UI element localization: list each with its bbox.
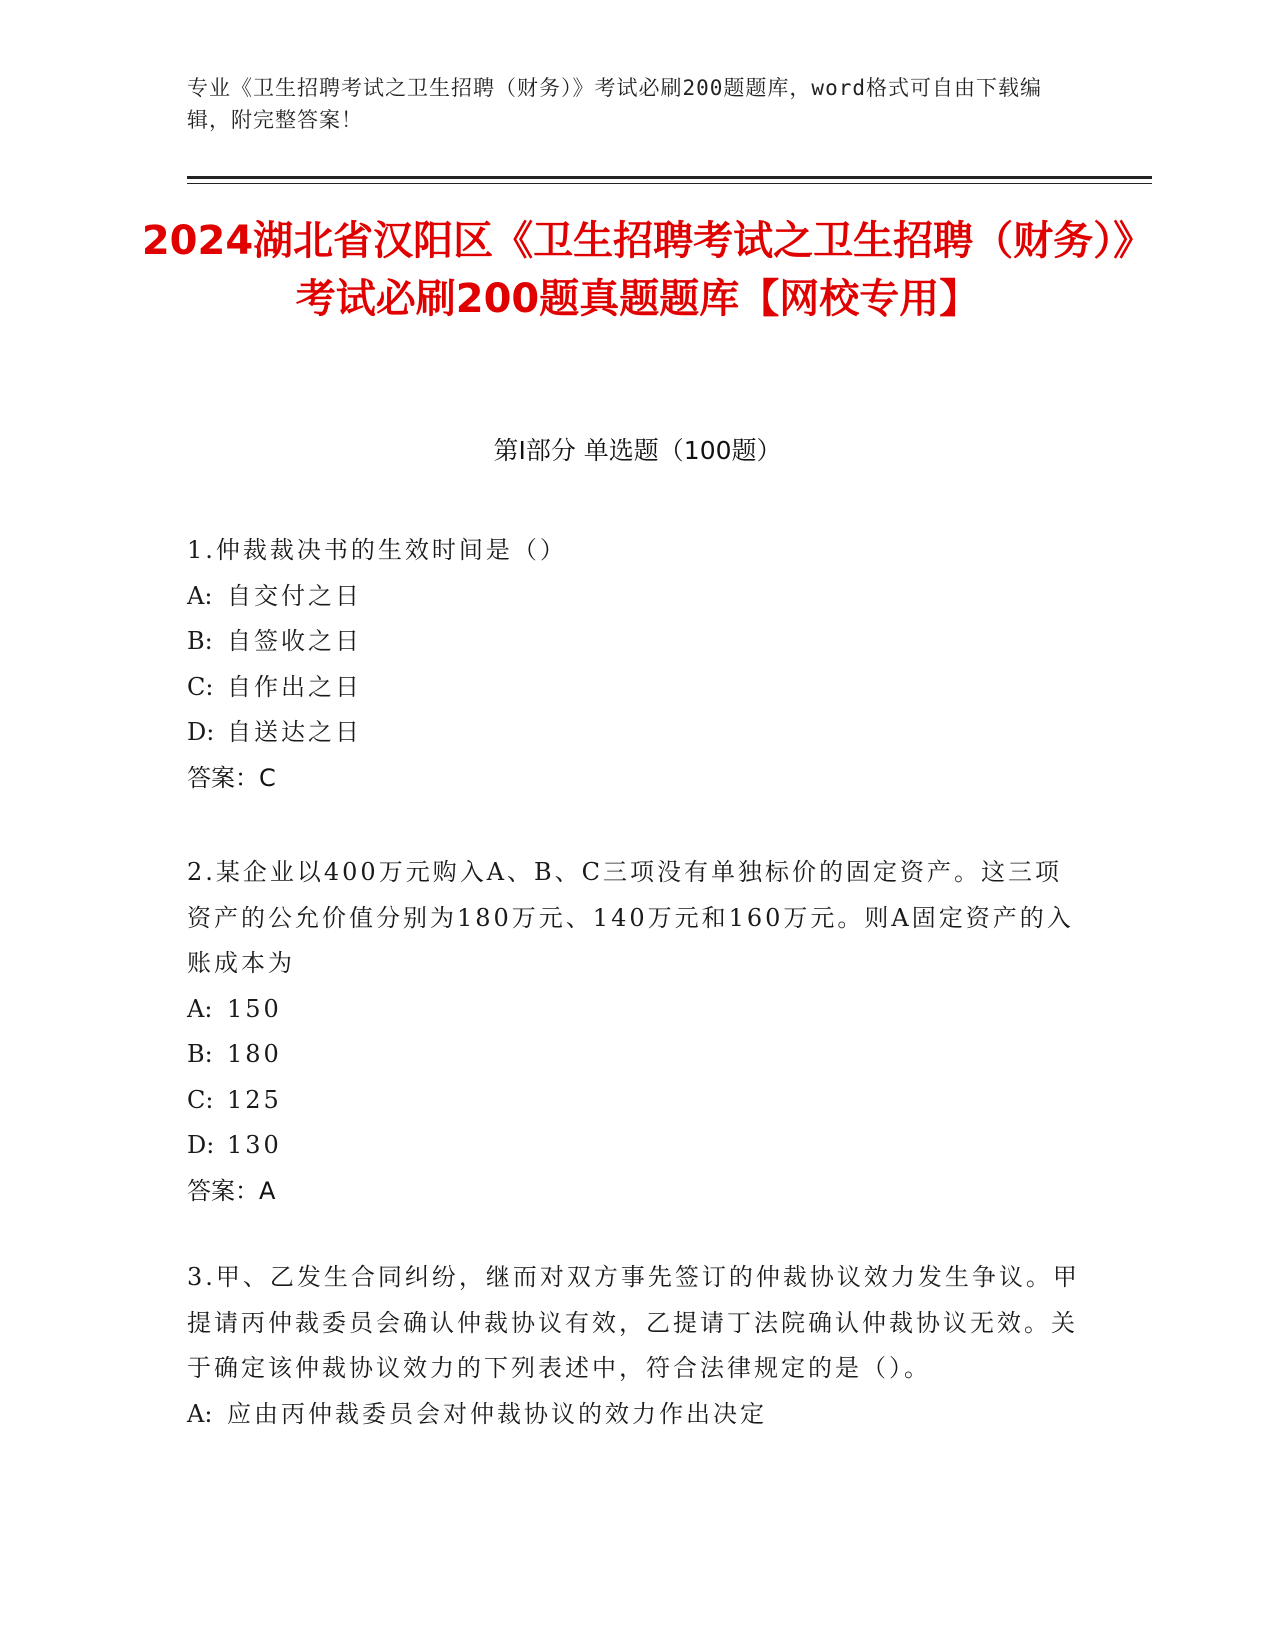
option-label: C: [187,672,214,701]
option-text: 125 [227,1085,282,1114]
option-text: 150 [227,994,282,1023]
option-label: D: [187,718,215,746]
answer: 答案：C [187,763,276,792]
option-text: 自送达之日 [227,718,362,746]
option-text: 应由丙仲裁委员会对仲裁协议的效力作出决定 [227,1399,767,1428]
question-1 [187,528,1087,801]
option-d [187,710,1087,756]
option-label: B: [187,1040,213,1068]
option-a [187,987,1087,1033]
option-label: A: [187,581,213,610]
option-a [187,1392,1087,1438]
option-c [187,1078,1087,1124]
question-2 [187,850,1087,1214]
option-label: D: [187,1131,215,1159]
option-b [187,619,1087,665]
answer: 答案：A [187,1176,276,1205]
option-b [187,1032,1087,1078]
option-text: 130 [227,1131,282,1159]
question-stem: 1.仲裁裁决书的生效时间是（） [187,536,567,564]
option-label: A: [187,1399,213,1428]
option-label: B: [187,627,213,655]
option-text: 自作出之日 [227,672,362,701]
option-c [187,665,1087,711]
question-3 [187,1255,1087,1437]
option-text: 自签收之日 [227,627,362,655]
option-text: 自交付之日 [227,581,362,610]
header-rule-thick [187,176,1152,179]
section-title: 第I部分 单选题（100题） [493,436,782,465]
header-note: 专业《卫生招聘考试之卫生招聘（财务）》考试必刷200题题库，word格式可自由下载编辑，附完整答案！ [187,76,1042,132]
document-title: 2024湖北省汉阳区《卫生招聘考试之卫生招聘（财务）》考试必刷200题真题题库【网校专用】 [141,218,1134,322]
option-label: A: [187,994,213,1023]
header-rule-thin [187,183,1152,184]
option-d [187,1123,1087,1169]
option-a [187,574,1087,620]
option-label: C: [187,1085,214,1114]
question-stem: 3.甲、乙发生合同纠纷，继而对双方事先签订的仲裁协议效力发生争议。甲提请丙仲裁委员会确认仲裁协议有效，乙提请丁法院确认仲裁协议无效。关于确定该仲裁协议效力的下列表述中，符合法律规定的是（）。 [187,1263,1080,1382]
option-text: 180 [227,1040,282,1068]
question-stem: 2.某企业以400万元购入A、B、C三项没有单独标价的固定资产。这三项资产的公允价值分别为180万元、140万元和160万元。则A固定资产的入账成本为 [187,858,1074,977]
